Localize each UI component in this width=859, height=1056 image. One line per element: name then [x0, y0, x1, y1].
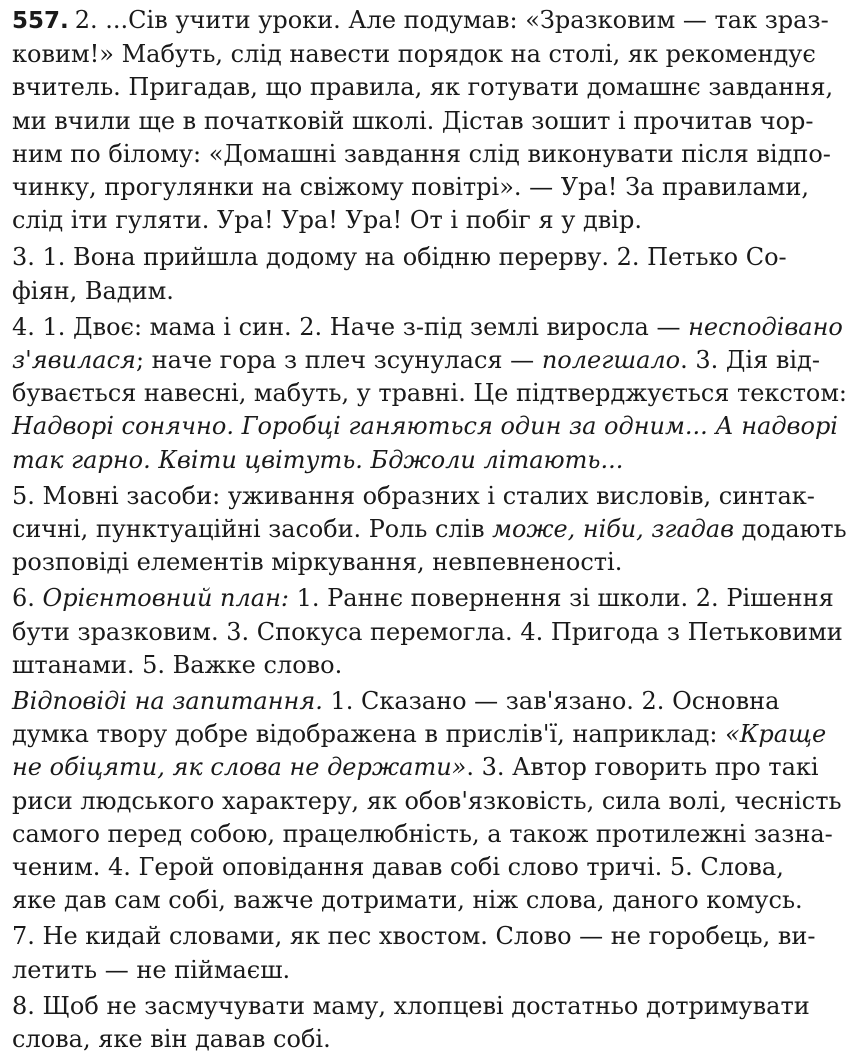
text-line: [12, 513, 847, 546]
text-run: 4. 1. Двоє: мама і син. 2. Наче з-під землі виросла —: [12, 312, 689, 341]
section-6: [12, 582, 859, 682]
italic-run: так гарно. Квіти цвітуть. Бджоли літають...: [12, 445, 624, 474]
section-3: [12, 241, 859, 307]
italic-run: полегшало: [541, 346, 681, 375]
text-run: сичні, пунктуаційні засоби. Роль слів: [12, 515, 493, 544]
text-line: [12, 582, 834, 615]
italic-run: не обіцяти, як слова не держати»: [12, 753, 467, 782]
section-5: [12, 480, 859, 580]
text-line: слова, яке він давав собі.: [12, 1025, 331, 1054]
text-run: думка твору добре відображена в прислів'ї, наприклад:: [12, 720, 726, 749]
text-line: [12, 685, 779, 718]
text-line: бувається навесні, мабуть, у травні. Це підтверджується текстом:: [12, 379, 847, 408]
text-line: ним по білому: «Домашні завдання слід виконувати після відпо-: [12, 139, 831, 168]
text-line: ми вчили ще в початковій школі. Дістав зошит і прочитав чор-: [12, 106, 814, 135]
text-line: слід іти гуляти. Ура! Ура! Ура! От і побіг я у двір.: [12, 206, 642, 235]
text-run: . 3. Дія від-: [680, 346, 820, 375]
text-line: 7. Не кидай словами, як пес хвостом. Слово — не горобець, ви-: [12, 922, 816, 951]
section-7: [12, 920, 859, 986]
text-line: риси людського характеру, як обов'язковість, сила волі, чесність: [12, 786, 842, 815]
text-run: ; наче гора з плеч зсунулася —: [135, 346, 542, 375]
text-line: [12, 444, 623, 477]
section-8: [12, 990, 859, 1056]
text-line: ковим!» Мабуть, слід навести порядок на столі, як рекомендує: [12, 40, 816, 69]
text-run: 6.: [12, 584, 43, 613]
text-line: летить — не піймаєш.: [12, 955, 291, 984]
text-run: . 3. Автор говорить про такі: [466, 753, 819, 782]
text-line: штанами. 5. Важке слово.: [12, 650, 343, 679]
italic-run: Надворі сонячно. Горобці ганяються один за одним... А надворі: [12, 412, 838, 441]
text-line: яке дав сам собі, важче дотримати, ніж слова, даного комусь.: [12, 886, 803, 915]
italic-run: несподівано: [688, 312, 843, 341]
text-line: 5. Мовні засоби: уживання образних і сталих висловів, синтак-: [12, 481, 815, 510]
text-line: бути зразковим. 3. Спокуса перемогла. 4. Пригода з Петьковими: [12, 617, 843, 646]
text-line: [12, 311, 843, 344]
italic-run: Орієнтовний план:: [42, 584, 289, 613]
section-answers: [12, 685, 859, 917]
text-line: [12, 718, 826, 751]
text-run: 1. Раннє повернення зі школи. 2. Рішення: [288, 584, 834, 613]
text-line: [12, 4, 829, 38]
section-4: [12, 311, 859, 477]
text-line: [12, 410, 838, 443]
italic-run: може, ніби, згадав: [492, 515, 734, 544]
section-2: [12, 4, 859, 237]
text-run: додають: [733, 515, 847, 544]
text-line: 8. Щоб не засмучувати маму, хлопцеві достатньо дотримувати: [12, 991, 810, 1020]
text-line: [12, 344, 820, 377]
text-line: чинку, прогулянки на свіжому повітрі». — Ура! За правилами,: [12, 173, 809, 202]
text-line: 3. 1. Вона прийшла додому на обідню перерву. 2. Петько Со-: [12, 243, 787, 272]
text-line: вчитель. Пригадав, що правила, як готувати домашнє завдання,: [12, 73, 834, 102]
text-line: самого перед собою, працелюбність, а також протилежні зазна-: [12, 819, 833, 848]
italic-run: «Краще: [725, 720, 827, 749]
italic-run: з'явилася: [12, 346, 136, 375]
text-line: розповіді елементів міркування, невпевненості.: [12, 548, 623, 577]
text-line: ченим. 4. Герой оповідання давав собі слово тричі. 5. Слова,: [12, 853, 784, 882]
text-line: [12, 751, 819, 784]
text-line-content: 2. ...Сів учити уроки. Але подумав: «Зразковим — так зраз-: [74, 6, 829, 34]
italic-run: Відповіді на запитання.: [12, 687, 323, 716]
text-run: 1. Сказано — зав'язано. 2. Основна: [322, 687, 780, 716]
text-line: фіян, Вадим.: [12, 276, 174, 305]
exercise-number: 557.: [12, 8, 69, 34]
